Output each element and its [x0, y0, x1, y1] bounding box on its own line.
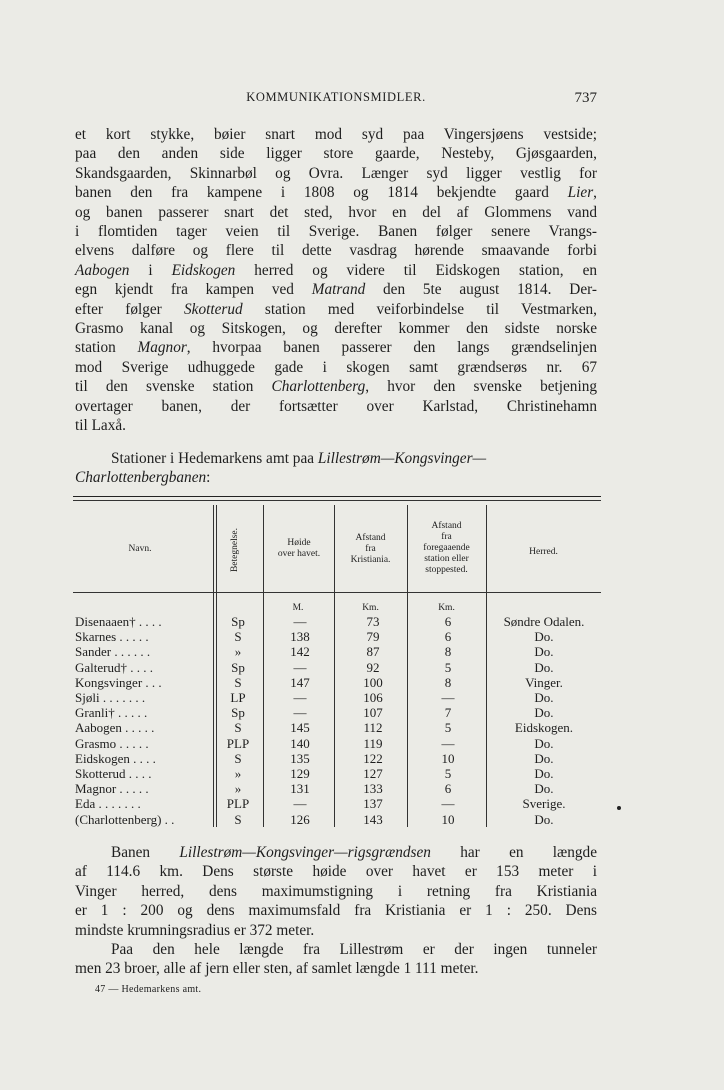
- cell-afstand-kristiania: 133: [363, 781, 383, 797]
- header-afstand-kristiania: Afstand fra Kristiania.: [350, 533, 391, 565]
- cell-betegnelse: Sp: [231, 614, 245, 629]
- text-line: Skandsgaarden, Skinnarbøl og Ovra. Længer syd ligger vestlig for: [75, 164, 597, 182]
- cell-afstand-foregaaende: —: [441, 735, 455, 751]
- cell-afstand-kristiania: 137: [363, 796, 383, 812]
- cell-hoide: —: [293, 614, 307, 629]
- margin-dot: [617, 806, 621, 810]
- text-line: mindste krumningsradius er 372 meter.: [75, 921, 315, 939]
- table-row: [73, 736, 601, 752]
- table-row: [73, 644, 601, 660]
- text-line: af 114.6 km. Dens største høide over havet er 153 meter i: [75, 863, 597, 881]
- cell-betegnelse: PLP: [226, 796, 250, 812]
- cell-betegnelse: »: [234, 781, 242, 797]
- cell-afstand-foregaaende: —: [441, 690, 455, 705]
- table-row: [73, 629, 601, 645]
- signature-footer: 47 — Hedemarkens amt.: [95, 984, 202, 995]
- cell-betegnelse: PLP: [226, 735, 250, 751]
- table-row: [73, 751, 601, 767]
- cell-herred: Do.: [534, 644, 554, 660]
- text-line: og banen passerer snart det sted, hvor en del af Glommens vand: [75, 203, 597, 221]
- table-row: [73, 766, 601, 782]
- cell-station-name: Kongsvinger . . .: [75, 674, 162, 690]
- text-line: paa den anden side ligger store gaarde, Nesteby, Gjøsgaarden,: [75, 145, 597, 163]
- cell-station-name: Galterud† . . . .: [75, 659, 153, 675]
- cell-betegnelse: Sp: [231, 659, 245, 675]
- cell-herred: Do.: [534, 629, 554, 645]
- caption-route: Lillestrøm—Kongsvinger—: [317, 450, 487, 467]
- cell-betegnelse: S: [234, 674, 242, 690]
- text-line: Aabogen i Eidskogen herred og videre til Eidskogen station, en: [75, 261, 598, 279]
- cell-station-name: Grasmo . . . . .: [75, 735, 149, 751]
- paragraph-bridges: [75, 940, 597, 979]
- cell-afstand-kristiania: 127: [363, 766, 383, 781]
- text-line: til Laxå.: [75, 417, 126, 435]
- cell-afstand-kristiania: 106: [363, 690, 383, 705]
- cell-afstand-foregaaende: 10: [441, 750, 455, 766]
- cell-station-name: (Charlottenberg) . .: [75, 811, 175, 827]
- header-afstand-foregaaende: Afstand fra foregaaende station eller stoppested.: [423, 521, 470, 575]
- cell-herred: Do.: [534, 705, 554, 721]
- cell-afstand-foregaaende: 7: [444, 705, 452, 721]
- cell-station-name: Skarnes . . . . .: [75, 629, 149, 645]
- cell-betegnelse: »: [234, 766, 242, 781]
- cell-herred: Søndre Odalen.: [503, 614, 585, 629]
- table-row: [73, 675, 601, 691]
- cell-betegnelse: S: [234, 750, 242, 766]
- cell-afstand-foregaaende: 5: [444, 659, 452, 675]
- running-head: [75, 90, 597, 110]
- cell-afstand-foregaaende: 10: [441, 811, 455, 827]
- cell-hoide: 138: [290, 629, 310, 645]
- text-line: er 1 : 200 og dens maximumsfald fra Kristiania er 1 : 250. Dens: [75, 902, 597, 920]
- table-rule-header: [73, 592, 601, 593]
- text-line: i flomtiden tager veien til Sverige. Banen følger senere Vrangs-: [75, 223, 597, 241]
- cell-herred: Eidskogen.: [514, 720, 574, 736]
- cell-station-name: Granli† . . . . .: [75, 705, 148, 721]
- text-line: mod Sverige udhuggede gade i skogen samt grændserøs nr. 67: [75, 358, 597, 376]
- cell-afstand-kristiania: 73: [366, 614, 380, 629]
- cell-afstand-foregaaende: 5: [444, 766, 452, 781]
- cell-afstand-kristiania: 122: [363, 750, 383, 766]
- text-line: egn kjendt fra kampen ved Matrand den 5te august 1814. Der-: [75, 281, 597, 299]
- cell-afstand-foregaaende: 6: [444, 781, 452, 797]
- cell-hoide: 142: [290, 644, 310, 660]
- unit-kristiania: Km.: [362, 603, 379, 613]
- text-line: overtager banen, der fortsætter over Karlstad, Christinehamn: [75, 397, 597, 415]
- table-rule-top-thin: [73, 500, 601, 501]
- unit-foregaaende: Km.: [438, 603, 455, 613]
- cell-betegnelse: S: [234, 720, 242, 736]
- cell-station-name: Sander . . . . . .: [75, 644, 151, 660]
- cell-hoide: —: [293, 690, 307, 705]
- text-route-italic: Lillestrøm—Kongsvinger—rigsgrændsen: [179, 844, 431, 861]
- cell-betegnelse: S: [234, 629, 242, 645]
- cell-afstand-kristiania: 107: [363, 705, 383, 721]
- cell-station-name: Disenaaen† . . . .: [75, 614, 162, 629]
- cell-betegnelse: Sp: [231, 705, 245, 721]
- cell-station-name: Skotterud . . . .: [75, 766, 152, 781]
- cell-hoide: —: [293, 796, 307, 812]
- cell-hoide: —: [293, 659, 307, 675]
- running-head-title: KOMMUNIKATIONSMIDLER.: [246, 90, 426, 104]
- cell-herred: Do.: [534, 750, 554, 766]
- text-line: Paa den hele længde fra Lillestrøm er der ingen tunneler: [111, 941, 597, 958]
- caption-text: :: [206, 469, 211, 487]
- cell-hoide: 145: [290, 720, 310, 736]
- header-betegnelse: Betegnelse.: [230, 527, 240, 573]
- text-line: Vinger herred, dens maximumstigning i retning fra Kristiania: [75, 882, 597, 900]
- cell-hoide: 147: [290, 674, 310, 690]
- header-hoide: Høide over havet.: [277, 538, 321, 559]
- cell-afstand-foregaaende: 8: [444, 644, 452, 660]
- text-line: station Magnor, hvorpaa banen passerer den langs grændselinjen: [75, 339, 597, 357]
- text-fragment: Banen: [111, 844, 180, 861]
- cell-afstand-kristiania: 119: [363, 735, 383, 751]
- cell-station-name: Eidskogen . . . .: [75, 750, 156, 766]
- cell-herred: Do.: [534, 811, 554, 827]
- table-rule-top: [73, 496, 601, 497]
- text-line: efter følger Skotterud station med veiforbindelse til Vestmarken,: [75, 300, 597, 318]
- text-line: banen den fra kampene i 1808 og 1814 bekjendte gaard Lier,: [75, 184, 597, 202]
- cell-herred: Do.: [534, 690, 554, 705]
- paragraph-route-description: [75, 125, 597, 436]
- cell-afstand-foregaaende: 5: [444, 720, 452, 736]
- table-row: [73, 812, 601, 828]
- page-number: 737: [574, 90, 597, 106]
- header-navn: Navn.: [128, 544, 152, 554]
- caption-route: Charlottenbergbanen: [75, 469, 207, 487]
- cell-betegnelse: S: [234, 811, 242, 827]
- table-row: [73, 781, 601, 797]
- cell-hoide: —: [293, 705, 307, 721]
- cell-station-name: Magnor . . . . .: [75, 781, 149, 797]
- caption-text: Stationer i Hedemarkens amt paa: [111, 450, 318, 467]
- header-herred: Herred.: [529, 547, 558, 557]
- table-row: [73, 690, 601, 706]
- cell-station-name: Eda . . . . . . .: [75, 796, 141, 812]
- cell-herred: Do.: [534, 735, 554, 751]
- text-line: Grasmo kanal og Sitskogen, og derefter kommer den sidste norske: [75, 320, 597, 338]
- table-row: [73, 796, 601, 812]
- cell-afstand-kristiania: 87: [366, 644, 380, 660]
- cell-afstand-foregaaende: 8: [444, 674, 452, 690]
- text-line: til den svenske station Charlottenberg, hvor den svenske betjening: [75, 378, 597, 396]
- cell-herred: Do.: [534, 659, 554, 675]
- cell-afstand-kristiania: 112: [363, 720, 383, 736]
- cell-station-name: Aabogen . . . . .: [75, 720, 155, 736]
- cell-betegnelse: »: [234, 644, 242, 660]
- table-row: [73, 614, 601, 630]
- cell-hoide: 140: [290, 735, 310, 751]
- cell-hoide: 131: [290, 781, 310, 797]
- cell-afstand-foregaaende: 6: [444, 614, 452, 629]
- table-caption: [75, 449, 597, 488]
- paragraph-route-length: [75, 843, 597, 940]
- table-row: [73, 705, 601, 721]
- table-row: [73, 720, 601, 736]
- text-line: men 23 broer, alle af jern eller sten, af samlet længde 1 111 meter.: [75, 960, 479, 978]
- cell-betegnelse: LP: [230, 690, 246, 705]
- unit-hoide: M.: [292, 603, 304, 613]
- cell-station-name: Sjøli . . . . . . .: [75, 690, 146, 705]
- cell-afstand-kristiania: 100: [363, 674, 383, 690]
- cell-herred: Sverige.: [522, 796, 566, 812]
- cell-afstand-foregaaende: —: [441, 796, 455, 812]
- cell-hoide: 135: [290, 750, 310, 766]
- text-line: elvens dalføre og flere til dette vasdrag hørende smaavande forbi: [75, 242, 597, 260]
- text-fragment: har en længde: [430, 844, 597, 861]
- cell-afstand-kristiania: 143: [363, 811, 383, 827]
- cell-herred: Do.: [534, 781, 554, 797]
- cell-herred: Do.: [534, 766, 554, 781]
- cell-hoide: 129: [290, 766, 310, 781]
- cell-hoide: 126: [290, 811, 310, 827]
- text-line: et kort stykke, bøier snart mod syd paa Vingersjøens vestside;: [75, 126, 597, 143]
- cell-afstand-kristiania: 92: [366, 659, 380, 675]
- cell-herred: Vinger.: [525, 674, 563, 690]
- cell-afstand-foregaaende: 6: [444, 629, 452, 645]
- table-row: [73, 660, 601, 676]
- cell-afstand-kristiania: 79: [366, 629, 380, 645]
